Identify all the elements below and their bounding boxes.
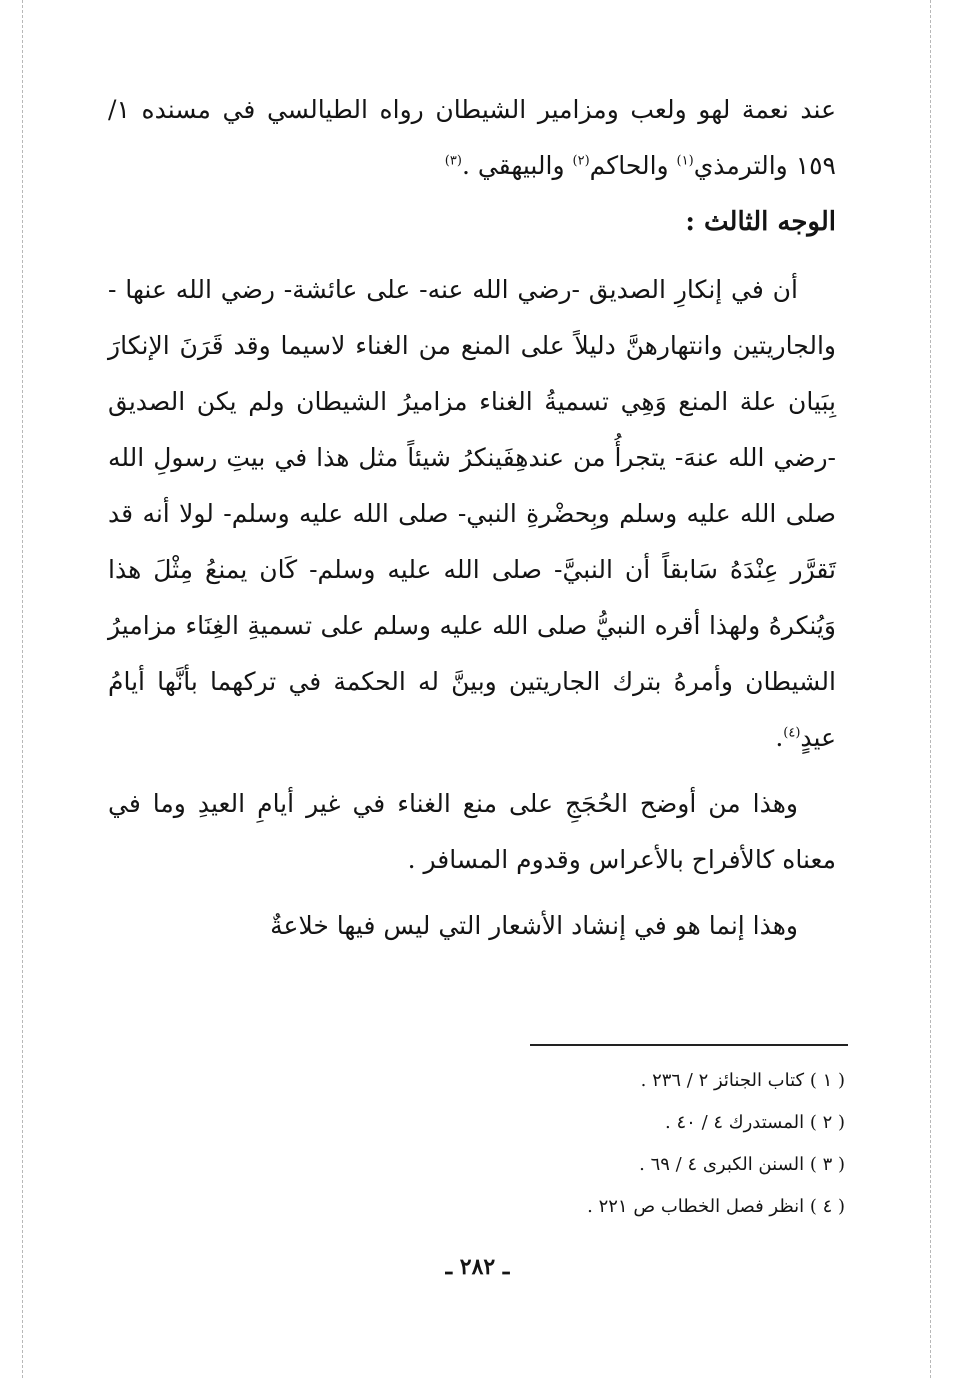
body-paragraph-3: وهذا إنما هو في إنشاد الأشعار التي ليس فيها خلاعةٌ <box>270 911 798 940</box>
footnote-marker-3: (٣) <box>444 153 462 169</box>
paragraph-gap-2 <box>108 888 836 898</box>
body-paragraph-1-end: . <box>775 723 784 752</box>
opening-paragraph <box>108 82 836 194</box>
opening-text-2: والحاكم <box>589 151 669 180</box>
footnote-1: ( ١ ) كتاب الجنائز ٢ / ٢٣٦ . <box>640 1070 845 1091</box>
footnote-2: ( ٢ ) المستدرك ٤ / ٤٠ . <box>665 1112 845 1133</box>
footnote-marker-2: (٢) <box>572 153 590 169</box>
opening-text-3: والبيهقي . <box>461 151 565 180</box>
footnote-marker-1: (١) <box>676 153 694 169</box>
body-paragraph-1 <box>108 262 836 766</box>
body-paragraph-1-text: أن في إنكارِ الصديق -رضي الله عنه- على عائشة- رضي الله عنها - والجاريتين وانتهارهنَّ دليلاً على المنع من الغناء لاسيما وقد قَرَنَ الإنكارَ بِبَيان علة المنع وَهِي تسميةُ الغناء مزاميرُ الشيطان ولم يكن الصديق -رضي الله عنهَ- يتجرأُ من عندهِفَينكرُ شيئاً مثل هذا في بيتِ رسولِ الله صلى الله عليه وسلم وبِحضْرةِ النبي- صلى الله عليه وسلم- لولا أنه قد تَقرَّر عِنْدَهُ سَابقاً أن النبيَّ- صلى الله عليه وسلم- كَان يمنعُ مِثْلَ هذا وَيُنكرهُ ولهذا أقره النبيُّ صلى الله عليه وسلم على تسميةِ الغِنَاء مزاميرُ الشيطان وأمرهُ بترك الجاريتين وبينَّ له الحكمة في تركهما بأنَّها أيامُ عيدٍ <box>108 275 836 752</box>
footnote-separator <box>530 1044 848 1046</box>
opening-text: عند نعمة لهو ولعب ومزامير الشيطان رواه الطيالسي في مسنده ١/ ١٥٩ والترمذي <box>108 95 836 180</box>
scan-edge-left <box>22 0 23 1378</box>
scan-edge-right <box>930 0 931 1378</box>
main-text <box>108 82 836 954</box>
footnote-3: ( ٣ ) السنن الكبرى ٤ / ٦٩ . <box>639 1154 845 1175</box>
body-paragraph-2: وهذا من أوضح الحُجَجِ على منع الغناء في غير أيامِ العيدِ وما في معناه كالأفراح بالأعراس وقدوم المسافر . <box>108 789 836 874</box>
footnote-marker-4: (٤) <box>783 725 801 741</box>
section-heading: الوجه الثالث : <box>685 207 836 237</box>
page-number: ـ ٢٨٢ ـ <box>445 1254 510 1280</box>
paragraph-gap <box>108 766 836 776</box>
footnote-4: ( ٤ ) انظر فصل الخطاب ص ٢٢١ . <box>587 1196 845 1217</box>
footnotes-list <box>380 1060 845 1228</box>
